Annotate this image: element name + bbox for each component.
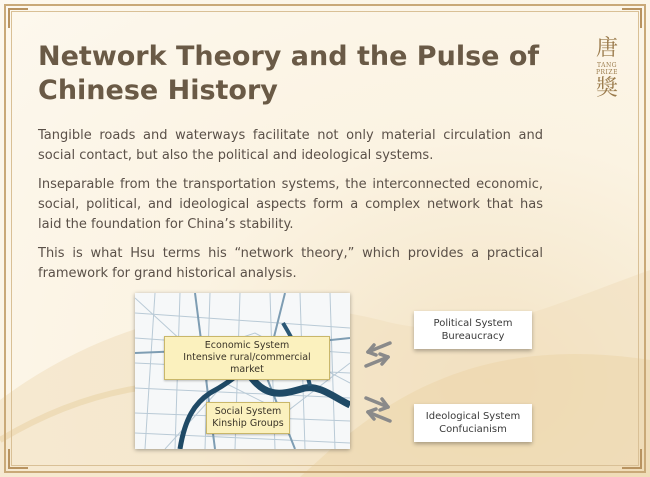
corner-ornament [622, 449, 642, 469]
political-system-box [414, 311, 532, 349]
exchange-arrows-icon [360, 394, 396, 426]
social-system-label [206, 402, 290, 434]
social-system-title: Social System [214, 406, 282, 417]
ideological-system-desc: Confucianism [439, 424, 507, 435]
tang-prize-logo [590, 38, 624, 100]
political-system-desc: Bureaucracy [441, 331, 505, 342]
paragraph-1: Tangible roads and waterways facilitate not only material circulation and social contact, but also the political and ideological systems. [38, 128, 543, 163]
corner-ornament [8, 8, 28, 28]
economic-system-title: Economic System [204, 340, 290, 351]
logo-char-bottom: 獎 [595, 76, 618, 101]
logo-subtitle: TANG PRIZE [596, 62, 618, 76]
paragraph-3: This is what Hsu terms his “network theory,” which provides a practical framework for grand historical analysis. [38, 246, 543, 281]
political-system-title: Political System [433, 318, 513, 329]
economic-system-desc: Intensive rural/commercial market [183, 352, 311, 375]
corner-ornament [8, 449, 28, 469]
page-title: Network Theory and the Pulse of Chinese History [38, 41, 540, 106]
exchange-arrows-icon [360, 338, 396, 370]
logo-char-top: 唐 [595, 36, 618, 61]
ideological-system-title: Ideological System [425, 411, 521, 422]
paragraph-2: Inseparable from the transportation systems, the interconnected economic, social, political, and ideological aspects form a complex network that has laid the foundation for China’s stability. [38, 177, 543, 232]
social-system-desc: Kinship Groups [212, 418, 284, 429]
ideological-system-box [414, 404, 532, 442]
corner-ornament [622, 8, 642, 28]
economic-system-label [164, 336, 330, 380]
